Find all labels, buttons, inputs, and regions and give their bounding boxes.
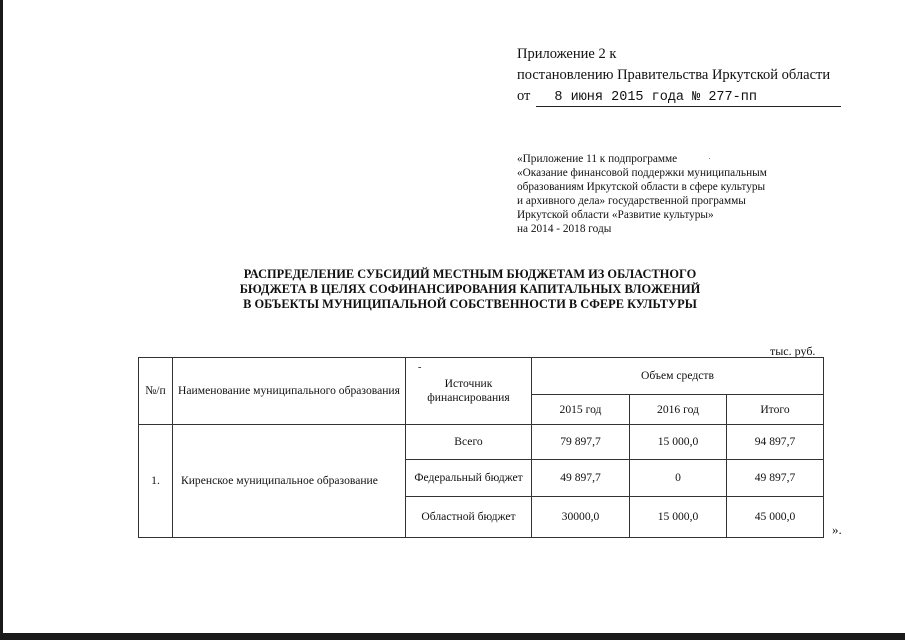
subsidies-table — [138, 357, 824, 538]
row-total: 94 897,7 — [727, 425, 824, 460]
title-line: РАСПРЕДЕЛЕНИЕ СУБСИДИЙ МЕСТНЫМ БЮДЖЕТАМ ИЗ ОБЛАСТНОГО — [243, 267, 697, 281]
header-source: Источник финансирования — [406, 358, 532, 425]
row-source: Федеральный бюджет — [406, 460, 532, 497]
sub-appendix-line: на 2014 - 2018 годы — [517, 223, 612, 235]
title-line: БЮДЖЕТА В ЦЕЛЯХ СОФИНАНСИРОВАНИЯ КАПИТАЛЬНЫХ ВЛОЖЕНИЙ — [239, 282, 701, 296]
appendix-date-row — [517, 86, 841, 107]
appendix-line-2: постановлению Правительства Иркутской области — [517, 67, 831, 83]
table-header-row — [139, 358, 824, 395]
row-2016: 15 000,0 — [630, 497, 727, 538]
row-2016: 0 — [630, 460, 727, 497]
row-2015: 49 897,7 — [532, 460, 630, 497]
header-name: Наименование муниципального образования — [173, 358, 406, 425]
title-line: В ОБЪЕКТЫ МУНИЦИПАЛЬНОЙ СОБСТВЕННОСТИ В СФЕРЕ КУЛЬТУРЫ — [243, 297, 697, 311]
row-source: Областной бюджет — [406, 497, 532, 538]
row-name: Киренское муниципальное образование — [173, 425, 406, 538]
header-total: Итого — [727, 395, 824, 425]
header-year-2016: 2016 год — [630, 395, 727, 425]
appendix-line-1: Приложение 2 к — [517, 46, 617, 62]
row-2016: 15 000,0 — [630, 425, 727, 460]
tick-mark: - — [418, 362, 422, 373]
sub-appendix-line: «Оказание финансовой поддержки муниципальным — [517, 167, 767, 179]
scan-edge-left — [0, 0, 3, 640]
header-volume: Объем средств — [532, 358, 824, 395]
appendix-header — [517, 44, 841, 107]
sub-appendix-line: образованиям Иркутской области в сфере культуры — [517, 181, 766, 193]
sub-appendix-line: «Приложение 11 к подпрограмме — [517, 153, 678, 165]
closing-quote: ». — [832, 522, 842, 537]
row-2015: 79 897,7 — [532, 425, 630, 460]
document-title — [200, 267, 740, 312]
scan-edge-bottom — [0, 633, 905, 640]
row-source: Всего — [406, 425, 532, 460]
header-number: №/п — [139, 358, 173, 425]
date-prefix: от — [517, 88, 531, 104]
header-year-2015: 2015 год — [532, 395, 630, 425]
units-label: тыс. руб. — [770, 344, 816, 358]
sub-appendix-line: Иркутской области «Развитие культуры» — [517, 209, 714, 221]
row-total: 49 897,7 — [727, 460, 824, 497]
date-value: 8 июня 2015 года № 277-пп — [536, 90, 841, 107]
row-total: 45 000,0 — [727, 497, 824, 538]
row-2015: 30000,0 — [532, 497, 630, 538]
sub-appendix — [517, 152, 817, 236]
row-number: 1. — [139, 425, 173, 538]
table-row — [139, 425, 824, 460]
sub-appendix-line: и архивного дела» государственной программы — [517, 195, 746, 207]
